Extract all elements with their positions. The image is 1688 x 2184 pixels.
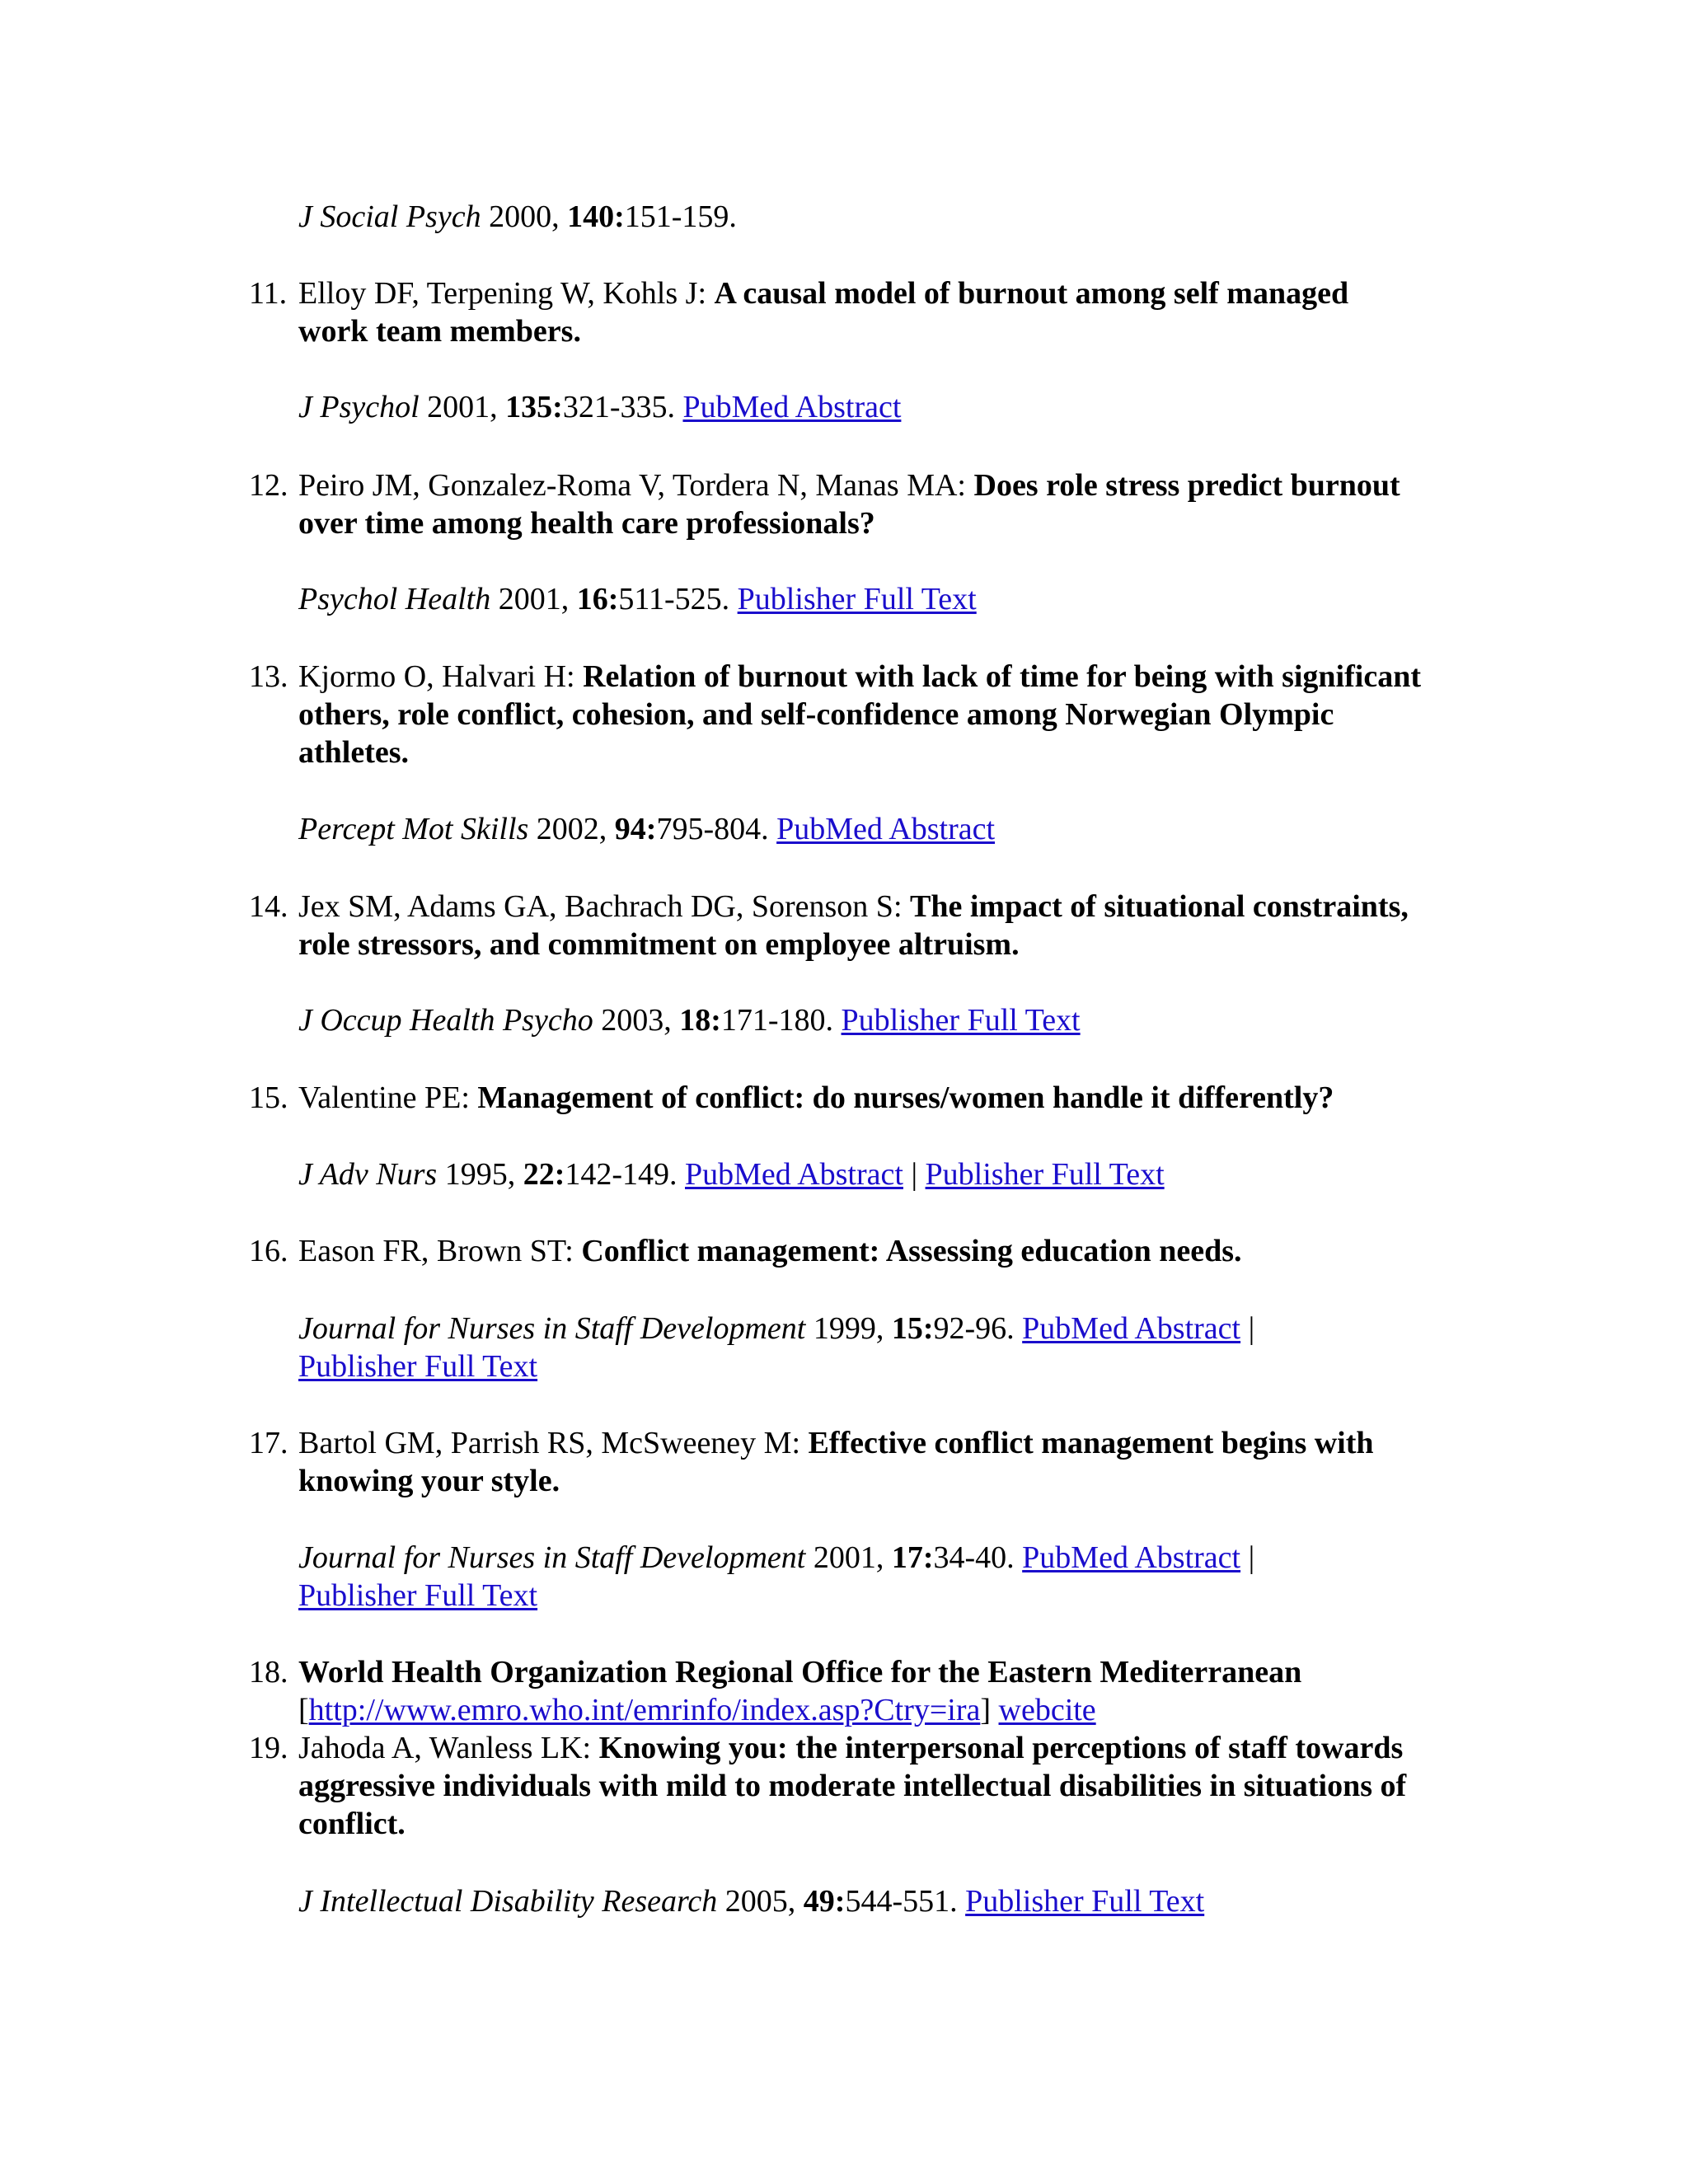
ref17-pubmed-link[interactable]: PubMed Abstract: [1022, 1540, 1241, 1575]
ref14-authors: Jex SM, Adams GA, Bachrach DG, Sorenson S:: [298, 889, 903, 924]
ref17-publisher-link[interactable]: Publisher Full Text: [298, 1578, 538, 1613]
ref13-authors: Kjormo O, Halvari H:: [298, 659, 575, 694]
link-separator: |: [911, 1157, 918, 1192]
ref15-pages: 142-149.: [565, 1157, 678, 1192]
ref15-title: Management of conflict: do nurses/women handle it differently?: [477, 1080, 1334, 1115]
ref17-citation: [298, 1539, 1254, 1577]
ref11-header: [298, 274, 1348, 312]
ref13-title-cont: others, role conflict, cohesion, and self-confidence among Norwegian Olympic: [298, 697, 1334, 732]
ref11-journal: J Psychol: [298, 390, 420, 424]
ref12-citation: [298, 580, 977, 618]
ref16-pages: 92-96.: [933, 1311, 1015, 1346]
ref14-header: [298, 888, 1409, 926]
ref19-citation: [298, 1882, 1204, 1920]
ref18-webcite-link[interactable]: webcite: [998, 1693, 1096, 1727]
ref11-title: A causal model of burnout among self managed: [714, 276, 1349, 311]
ref18-number: 18.: [249, 1655, 288, 1690]
ref15-journal: J Adv Nurs: [298, 1157, 438, 1192]
ref19-pages: 544-551.: [845, 1884, 958, 1919]
ref15-authors: Valentine PE:: [298, 1080, 470, 1115]
ref19-authors: Jahoda A, Wanless LK:: [298, 1731, 592, 1765]
ref18-title: World Health Organization Regional Office for the Eastern Mediterranean: [298, 1655, 1302, 1690]
ref15-pubmed-link[interactable]: PubMed Abstract: [685, 1157, 903, 1192]
ref16-header: [298, 1232, 1242, 1270]
ref17-title: Effective conflict management begins with: [808, 1426, 1374, 1460]
ref14-year: 2003,: [601, 1003, 672, 1038]
link-separator: |: [1248, 1540, 1255, 1575]
ref10-citation: [298, 198, 737, 236]
ref16-volume: 15:: [891, 1311, 934, 1346]
ref12-volume: 16:: [576, 582, 619, 616]
ref17-citation-cont: [298, 1577, 537, 1615]
ref14-journal: J Occup Health Psycho: [298, 1003, 593, 1038]
ref19-title-cont: aggressive individuals with mild to moderate intellectual disabilities in situations of: [298, 1769, 1407, 1803]
ref16-publisher-link[interactable]: Publisher Full Text: [298, 1349, 538, 1384]
ref16-pubmed-link[interactable]: PubMed Abstract: [1022, 1311, 1241, 1346]
ref14-publisher-link[interactable]: Publisher Full Text: [841, 1003, 1081, 1038]
ref17-volume: 17:: [891, 1540, 934, 1575]
ref16-number: 16.: [249, 1234, 288, 1268]
ref16-title: Conflict management: Assessing education needs.: [581, 1234, 1242, 1268]
ref17-journal: Journal for Nurses in Staff Development: [298, 1540, 806, 1575]
ref18-url-link[interactable]: http://www.emro.who.int/emrinfo/index.asp?Ctry=ira: [308, 1693, 981, 1727]
ref19-publisher-link[interactable]: Publisher Full Text: [965, 1884, 1205, 1919]
ref13-number: 13.: [249, 659, 288, 694]
ref12-journal: Psychol Health: [298, 582, 491, 616]
ref18-bracket-open: [: [298, 1693, 309, 1727]
ref12-number: 12.: [249, 468, 288, 503]
ref14-citation: [298, 1001, 1081, 1039]
ref14-pages: 171-180.: [720, 1003, 834, 1038]
ref17-authors: Bartol GM, Parrish RS, McSweeney M:: [298, 1426, 801, 1460]
ref19-year: 2005,: [724, 1884, 796, 1919]
ref13-title: Relation of burnout with lack of time for being with significant: [583, 659, 1421, 694]
ref15-year: 1995,: [444, 1157, 516, 1192]
ref17-number: 17.: [249, 1426, 288, 1460]
ref13-header: [298, 658, 1421, 696]
ref12-authors: Peiro JM, Gonzalez-Roma V, Tordera N, Manas MA:: [298, 468, 966, 503]
ref15-header: [298, 1079, 1334, 1117]
ref11-pages: 321-335.: [562, 390, 675, 424]
ref17-title-cont: knowing your style.: [298, 1464, 560, 1498]
ref10-volume: 140:: [567, 199, 625, 234]
ref12-year: 2001,: [498, 582, 570, 616]
ref16-citation: [298, 1310, 1254, 1347]
ref10-pages: 151-159.: [624, 199, 737, 234]
ref13-title-cont2: athletes.: [298, 735, 410, 770]
ref13-year: 2002,: [536, 812, 607, 846]
ref11-citation: [298, 388, 901, 426]
ref19-journal: J Intellectual Disability Research: [298, 1884, 718, 1919]
ref16-citation-cont: [298, 1347, 537, 1385]
ref16-year: 1999,: [813, 1311, 884, 1346]
ref19-title-cont2: conflict.: [298, 1807, 406, 1841]
ref13-journal: Percept Mot Skills: [298, 812, 529, 846]
ref12-title: Does role stress predict burnout: [973, 468, 1400, 503]
ref11-title-cont: work team members.: [298, 314, 581, 349]
ref11-year: 2001,: [427, 390, 498, 424]
ref14-number: 14.: [249, 889, 288, 924]
ref14-title: The impact of situational constraints,: [910, 889, 1409, 924]
ref13-pubmed-link[interactable]: PubMed Abstract: [776, 812, 996, 846]
ref17-year: 2001,: [813, 1540, 884, 1575]
ref18-bracket-close: ]: [980, 1693, 992, 1727]
ref19-header: [298, 1729, 1403, 1767]
ref19-title: Knowing you: the interpersonal perceptions of staff towards: [598, 1731, 1404, 1765]
ref11-pubmed-link[interactable]: PubMed Abstract: [682, 390, 902, 424]
ref17-pages: 34-40.: [933, 1540, 1015, 1575]
ref13-pages: 795-804.: [656, 812, 769, 846]
link-separator: |: [1248, 1311, 1255, 1346]
ref12-title-cont: over time among health care professionals?: [298, 506, 875, 541]
ref19-volume: 49:: [803, 1884, 846, 1919]
ref14-volume: 18:: [679, 1003, 721, 1038]
ref15-publisher-link[interactable]: Publisher Full Text: [925, 1157, 1165, 1192]
ref12-publisher-link[interactable]: Publisher Full Text: [737, 582, 977, 616]
ref15-volume: 22:: [523, 1157, 565, 1192]
ref17-header: [298, 1424, 1374, 1462]
ref19-number: 19.: [249, 1731, 288, 1765]
ref15-number: 15.: [249, 1080, 288, 1115]
ref11-authors: Elloy DF, Terpening W, Kohls J:: [298, 276, 707, 311]
ref13-volume: 94:: [614, 812, 657, 846]
ref10-journal: J Social Psych: [298, 199, 481, 234]
ref10-year: 2000,: [489, 199, 560, 234]
ref12-pages: 511-525.: [618, 582, 730, 616]
ref16-authors: Eason FR, Brown ST:: [298, 1234, 574, 1268]
ref16-journal: Journal for Nurses in Staff Development: [298, 1311, 806, 1346]
ref18-url-line: [298, 1691, 1096, 1729]
ref13-citation: [298, 810, 995, 848]
ref11-number: 11.: [249, 276, 288, 311]
ref12-header: [298, 466, 1400, 504]
ref14-title-cont: role stressors, and commitment on employee altruism.: [298, 927, 1020, 962]
ref11-volume: 135:: [505, 390, 563, 424]
ref15-citation: [298, 1155, 1165, 1193]
